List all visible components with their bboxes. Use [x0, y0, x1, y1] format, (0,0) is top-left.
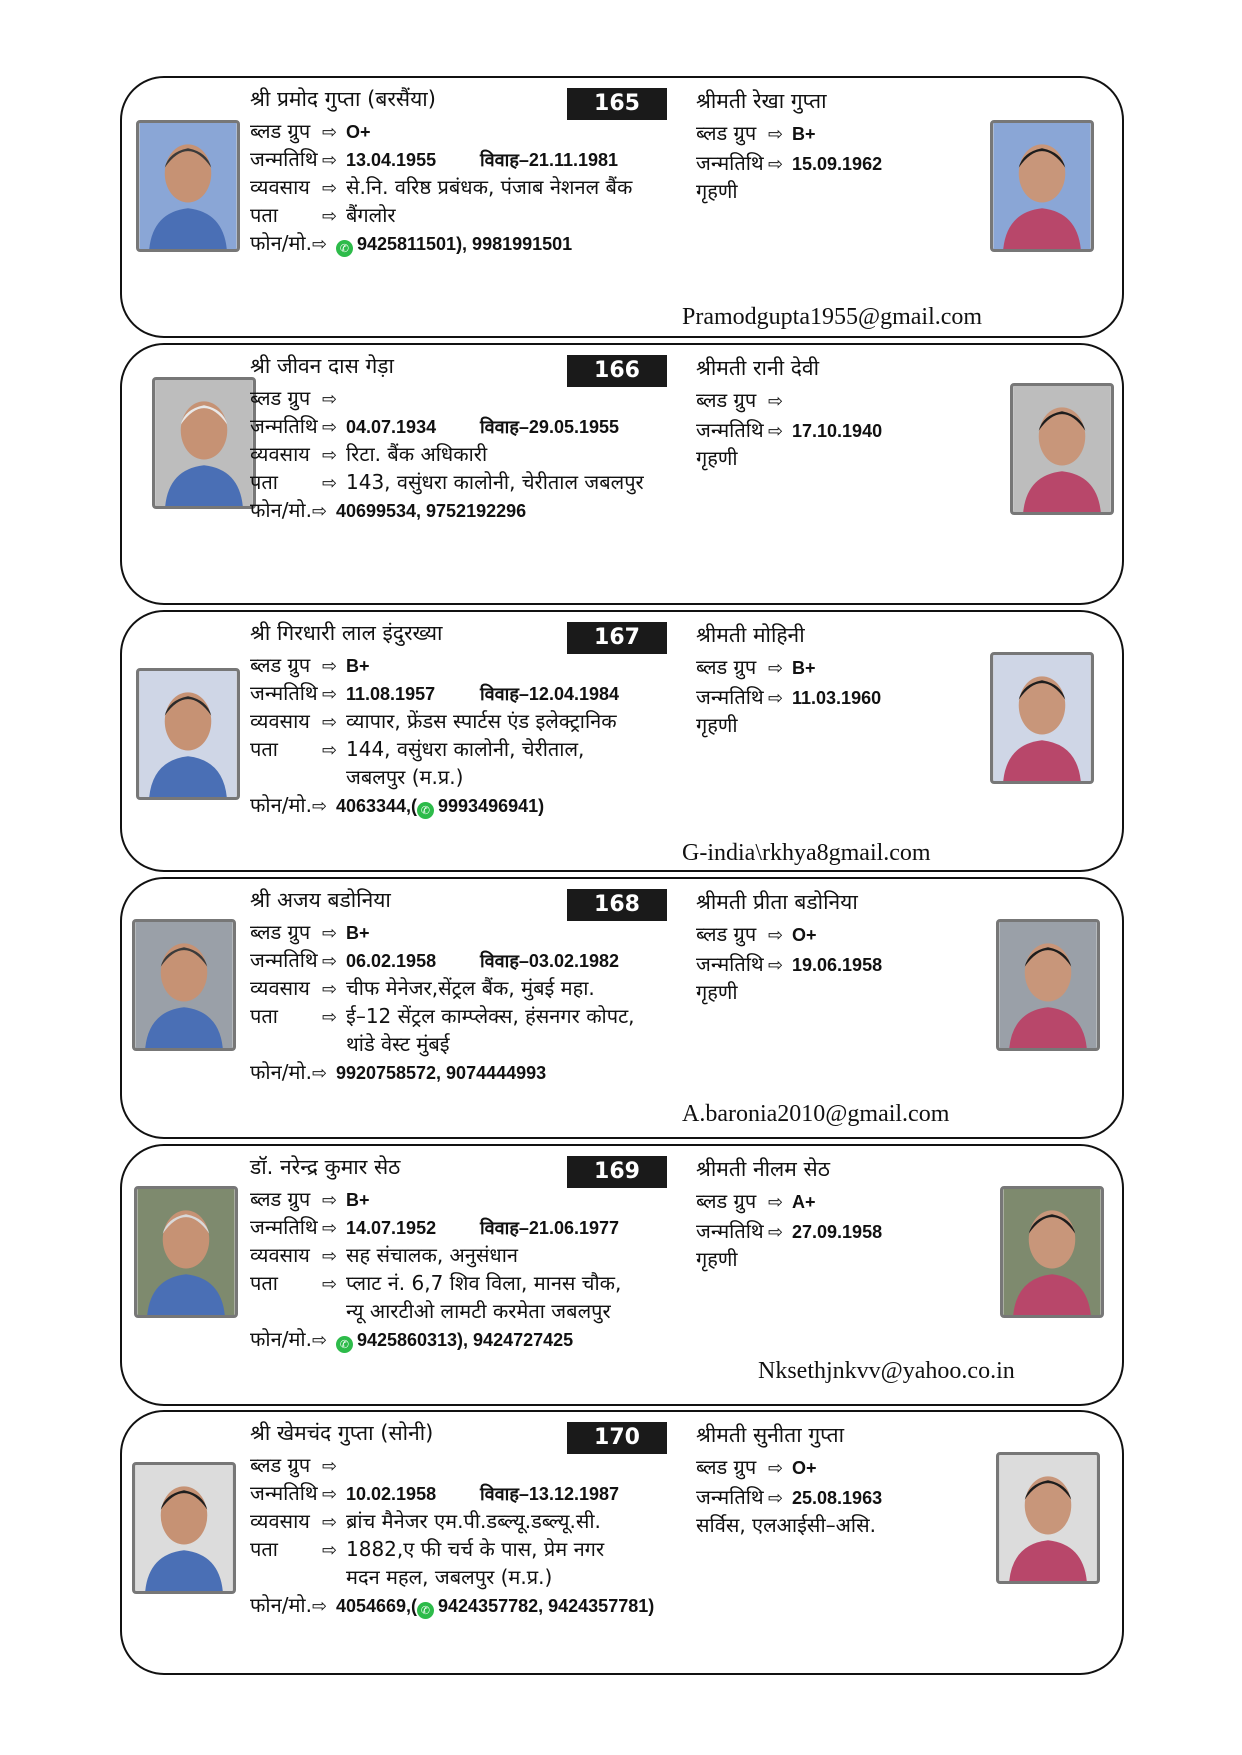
husband-photo — [134, 1186, 238, 1318]
arrow-icon: ⇨ — [322, 122, 338, 143]
member-card — [120, 610, 1124, 872]
husband-photo — [136, 120, 240, 252]
marriage-value: 03.02.1982 — [528, 951, 620, 971]
phone-plain: 9920758572, 9074444993 — [335, 1063, 547, 1083]
whatsapp-icon: ✆ — [417, 802, 434, 819]
arrow-icon: ⇨ — [322, 1007, 338, 1028]
husband-phone-row — [250, 497, 526, 525]
marriage-value: 21.06.1977 — [528, 1218, 620, 1238]
arrow-icon: ⇨ — [322, 1484, 338, 1505]
marriage-date — [480, 415, 619, 439]
member-card — [120, 76, 1124, 338]
member-card — [120, 343, 1124, 605]
husband-name: डॉ. नरेन्द्र कुमार सेठ — [250, 1155, 401, 1179]
wife-name: श्रीमती सुनीता गुप्ता — [696, 1423, 845, 1447]
arrow-icon: ⇨ — [322, 206, 338, 227]
husband-dob-row — [250, 413, 436, 441]
wife-photo — [996, 919, 1100, 1051]
dob-label: जन्मतिथि — [696, 1485, 764, 1509]
husband-dob-row — [250, 146, 436, 174]
husband-photo — [136, 668, 240, 800]
wife-blood-row — [696, 387, 792, 415]
husband-business-row — [250, 1508, 601, 1536]
husband-dob-row — [250, 1480, 436, 1508]
arrow-icon: ⇨ — [322, 1190, 338, 1211]
wife-name: श्रीमती रानी देवी — [696, 356, 820, 380]
arrow-icon: ⇨ — [322, 1274, 338, 1295]
husband-business: चीफ मेनेजर,सेंट्रल बैंक, मुंबई महा. — [346, 976, 595, 1000]
wife-blood: O+ — [792, 925, 817, 945]
wife-occupation: गृहणी — [696, 713, 738, 737]
blood-label: ब्लड ग्रुप — [250, 1187, 311, 1211]
dob-label: जन्मतिथि — [696, 685, 764, 709]
marriage-value: 21.11.1981 — [528, 150, 619, 170]
arrow-icon: ⇨ — [768, 1192, 784, 1213]
wife-dob: 27.09.1958 — [792, 1222, 883, 1242]
address-label: पता — [250, 203, 278, 227]
husband-dob: 10.02.1958 — [346, 1484, 437, 1504]
wife-blood-row — [696, 1454, 817, 1482]
wife-occupation: सर्विस, एलआईसी–असि. — [696, 1513, 876, 1537]
arrow-icon: ⇨ — [322, 1246, 338, 1267]
wife-photo — [1010, 383, 1114, 515]
address-label: पता — [250, 1537, 278, 1561]
wife-blood-row — [696, 1188, 816, 1216]
dob-label: जन्मतिथि — [696, 151, 764, 175]
husband-dob: 06.02.1958 — [346, 951, 437, 971]
address-label: पता — [250, 737, 278, 761]
marriage-label: विवाह– — [480, 1218, 529, 1238]
husband-address-row — [250, 736, 584, 764]
marriage-label: विवाह– — [480, 150, 529, 170]
wife-name: श्रीमती मोहिनी — [696, 623, 805, 647]
blood-label: ब्लड ग्रुप — [696, 388, 757, 412]
phone-label: फोन/मो. — [250, 1593, 312, 1617]
marriage-value: 29.05.1955 — [528, 417, 620, 437]
wife-dob-row — [696, 1484, 882, 1512]
arrow-icon: ⇨ — [322, 740, 338, 761]
husband-address-line1: प्लाट नं. 6,7 शिव विला, मानस चौक, — [346, 1271, 622, 1295]
dob-label: जन्मतिथि — [250, 414, 318, 438]
husband-address-line2: जबलपुर (म.प्र.) — [346, 765, 464, 789]
husband-address-line2: न्यू आरटीओ लामटी करमेता जबलपुर — [346, 1299, 611, 1323]
husband-name: श्री खेमचंद गुप्ता (सोनी) — [250, 1421, 434, 1445]
phone-label: फोन/मो. — [250, 231, 312, 255]
husband-business-row — [250, 708, 617, 736]
husband-address-line1: 1882,ए फी चर्च के पास, प्रेम नगर — [346, 1537, 605, 1561]
husband-business: से.नि. वरिष्ठ प्रबंधक, पंजाब नेशनल बैंक — [346, 175, 633, 199]
husband-address-row — [250, 1003, 635, 1031]
marriage-date — [480, 148, 618, 172]
blood-label: ब्लड ग्रुप — [696, 655, 757, 679]
husband-dob: 14.07.1952 — [346, 1218, 437, 1238]
wife-blood-row — [696, 654, 816, 682]
wife-name: श्रीमती रेखा गुप्ता — [696, 89, 827, 113]
phone-label: फोन/मो. — [250, 793, 312, 817]
husband-business: ब्रांच मैनेजर एम.पी.डब्ल्यू.डब्ल्यू.सी. — [346, 1509, 601, 1533]
arrow-icon: ⇨ — [322, 389, 338, 410]
arrow-icon: ⇨ — [768, 955, 784, 976]
arrow-icon: ⇨ — [322, 1456, 338, 1477]
husband-blood-row — [250, 1452, 346, 1480]
phone-label: फोन/मो. — [250, 1327, 312, 1351]
arrow-icon: ⇨ — [322, 979, 338, 1000]
member-number: 165 — [567, 88, 667, 120]
husband-photo — [152, 377, 256, 509]
husband-name: श्री अजय बडोनिया — [250, 888, 391, 912]
dob-label: जन्मतिथि — [250, 1215, 318, 1239]
blood-label: ब्लड ग्रुप — [250, 653, 311, 677]
marriage-label: विवाह– — [480, 951, 529, 971]
wife-dob-row — [696, 951, 882, 979]
husband-photo — [132, 919, 236, 1051]
marriage-date — [480, 949, 619, 973]
husband-address-line2: मदन महल, जबलपुर (म.प्र.) — [346, 1565, 553, 1589]
phone-whatsapp: 9425811501 — [356, 234, 457, 254]
husband-address-row — [250, 1270, 621, 1298]
husband-blood: O+ — [346, 122, 371, 142]
husband-dob: 04.07.1934 — [346, 417, 437, 437]
husband-address-line2: थांडे वेस्ट मुंबई — [346, 1032, 450, 1056]
wife-dob-row — [696, 150, 882, 178]
arrow-icon: ⇨ — [311, 796, 328, 817]
arrow-icon: ⇨ — [311, 1596, 328, 1617]
phone-plain: 4054669,( — [335, 1596, 418, 1616]
member-number: 170 — [567, 1422, 667, 1454]
arrow-icon: ⇨ — [311, 234, 328, 255]
arrow-icon: ⇨ — [322, 1218, 338, 1239]
husband-address-line1: 144, वसुंधरा कालोनी, चेरीताल, — [346, 737, 585, 761]
arrow-icon: ⇨ — [768, 688, 784, 709]
wife-blood: B+ — [792, 124, 816, 144]
blood-label: ब्लड ग्रुप — [250, 920, 311, 944]
wife-photo — [1000, 1186, 1104, 1318]
husband-address-row — [250, 1536, 604, 1564]
arrow-icon: ⇨ — [322, 923, 338, 944]
marriage-date — [480, 682, 619, 706]
dob-label: जन्मतिथि — [250, 147, 318, 171]
arrow-icon: ⇨ — [768, 124, 784, 145]
wife-blood: B+ — [792, 658, 816, 678]
blood-label: ब्लड ग्रुप — [696, 1455, 757, 1479]
husband-address-line1: ई–12 सेंट्रल काम्प्लेक्स, हंसनगर कोपट, — [346, 1004, 635, 1028]
wife-dob: 19.06.1958 — [792, 955, 883, 975]
husband-business: सह संचालक, अनुसंधान — [346, 1243, 519, 1267]
whatsapp-icon: ✆ — [417, 1602, 434, 1619]
arrow-icon: ⇨ — [322, 150, 338, 171]
wife-dob: 11.03.1960 — [792, 688, 882, 708]
member-number: 168 — [567, 889, 667, 921]
phone-whatsapp: 9425860313 — [356, 1330, 458, 1350]
husband-blood-row — [250, 118, 371, 146]
business-label: व्यवसाय — [250, 442, 310, 466]
blood-label: ब्लड ग्रुप — [250, 1453, 311, 1477]
husband-blood-row — [250, 385, 346, 413]
husband-address-row — [250, 469, 644, 497]
marriage-value: 12.04.1984 — [528, 684, 620, 704]
husband-name: श्री जीवन दास गेड़ा — [250, 354, 394, 378]
husband-business-row — [250, 174, 632, 202]
husband-blood-row — [250, 1186, 370, 1214]
wife-blood: O+ — [792, 1458, 817, 1478]
email-address: G-india\rkhya8gmail.com — [682, 840, 931, 866]
address-label: पता — [250, 1271, 278, 1295]
member-number: 166 — [567, 355, 667, 387]
dob-label: जन्मतिथि — [696, 952, 764, 976]
member-card — [120, 1410, 1124, 1675]
marriage-date — [480, 1216, 619, 1240]
wife-dob-row — [696, 417, 882, 445]
wife-photo — [990, 120, 1094, 252]
wife-photo — [990, 652, 1094, 784]
whatsapp-icon: ✆ — [336, 1336, 353, 1353]
email-address: A.baronia2010@gmail.com — [682, 1101, 950, 1127]
whatsapp-icon: ✆ — [336, 240, 353, 257]
husband-photo — [132, 1462, 236, 1594]
phone-whatsapp: 9424357782, 9424357781) — [438, 1596, 655, 1616]
arrow-icon: ⇨ — [322, 1512, 338, 1533]
husband-phone-row — [250, 792, 544, 820]
husband-blood: B+ — [346, 923, 370, 943]
wife-dob-row — [696, 684, 881, 712]
marriage-date — [480, 1482, 619, 1506]
husband-name: श्री प्रमोद गुप्ता (बरसैंया) — [250, 87, 436, 111]
wife-name: श्रीमती नीलम सेठ — [696, 1157, 830, 1181]
business-label: व्यवसाय — [250, 709, 310, 733]
arrow-icon: ⇨ — [768, 1458, 784, 1479]
email-address: Nksethjnkvv@yahoo.co.in — [758, 1358, 1015, 1384]
marriage-label: विवाह– — [480, 1484, 529, 1504]
husband-dob: 13.04.1955 — [346, 150, 437, 170]
arrow-icon: ⇨ — [768, 154, 784, 175]
address-label: पता — [250, 470, 278, 494]
arrow-icon: ⇨ — [322, 417, 338, 438]
business-label: व्यवसाय — [250, 976, 310, 1000]
husband-blood-row — [250, 652, 370, 680]
husband-address-row — [250, 202, 396, 230]
arrow-icon: ⇨ — [311, 1063, 328, 1084]
arrow-icon: ⇨ — [322, 1540, 338, 1561]
arrow-icon: ⇨ — [311, 501, 328, 522]
husband-name: श्री गिरधारी लाल इंदुरख्या — [250, 621, 443, 645]
wife-blood-row — [696, 921, 817, 949]
arrow-icon: ⇨ — [322, 473, 338, 494]
blood-label: ब्लड ग्रुप — [696, 1189, 757, 1213]
dob-label: जन्मतिथि — [250, 681, 318, 705]
business-label: व्यवसाय — [250, 1243, 310, 1267]
marriage-value: 13.12.1987 — [528, 1484, 620, 1504]
phone-whatsapp: 9993496941) — [438, 796, 545, 816]
blood-label: ब्लड ग्रुप — [696, 121, 757, 145]
phone-rest: ), 9424727425 — [457, 1330, 574, 1350]
husband-phone-row — [250, 1059, 546, 1087]
blood-label: ब्लड ग्रुप — [250, 119, 311, 143]
email-address: Pramodgupta1955@gmail.com — [682, 304, 983, 330]
husband-blood-row — [250, 919, 370, 947]
phone-label: फोन/मो. — [250, 498, 312, 522]
arrow-icon: ⇨ — [322, 712, 338, 733]
marriage-label: विवाह– — [480, 417, 529, 437]
wife-blood: A+ — [792, 1192, 816, 1212]
blood-label: ब्लड ग्रुप — [250, 386, 311, 410]
arrow-icon: ⇨ — [768, 1488, 784, 1509]
dob-label: जन्मतिथि — [696, 1219, 764, 1243]
husband-business-row — [250, 441, 487, 469]
phone-label: फोन/मो. — [250, 1060, 312, 1084]
husband-dob-row — [250, 680, 435, 708]
address-label: पता — [250, 1004, 278, 1028]
marriage-label: विवाह– — [480, 684, 529, 704]
husband-dob-row — [250, 1214, 436, 1242]
husband-blood: B+ — [346, 656, 370, 676]
wife-occupation: गृहणी — [696, 446, 738, 470]
arrow-icon: ⇨ — [322, 951, 338, 972]
arrow-icon: ⇨ — [322, 445, 338, 466]
wife-occupation: गृहणी — [696, 179, 738, 203]
member-number: 167 — [567, 622, 667, 654]
husband-business-row — [250, 975, 595, 1003]
phone-rest: ), 9981991501 — [456, 234, 573, 254]
wife-dob: 25.08.1963 — [792, 1488, 883, 1508]
wife-blood-row — [696, 120, 816, 148]
arrow-icon: ⇨ — [311, 1330, 328, 1351]
husband-blood: B+ — [346, 1190, 370, 1210]
husband-phone-row — [250, 1592, 654, 1620]
wife-photo — [996, 1452, 1100, 1584]
arrow-icon: ⇨ — [322, 178, 338, 199]
wife-dob: 17.10.1940 — [792, 421, 883, 441]
member-number: 169 — [567, 1156, 667, 1188]
phone-plain: 4063344,( — [335, 796, 418, 816]
dob-label: जन्मतिथि — [250, 1481, 318, 1505]
husband-dob: 11.08.1957 — [346, 684, 436, 704]
husband-business: व्यापार, फ्रेंडस स्पार्टस एंड इलेक्ट्रानिक — [346, 709, 617, 733]
business-label: व्यवसाय — [250, 175, 310, 199]
dob-label: जन्मतिथि — [696, 418, 764, 442]
blood-label: ब्लड ग्रुप — [696, 922, 757, 946]
wife-name: श्रीमती प्रीता बडोनिया — [696, 890, 858, 914]
husband-business-row — [250, 1242, 518, 1270]
arrow-icon: ⇨ — [768, 1222, 784, 1243]
wife-dob: 15.09.1962 — [792, 154, 883, 174]
arrow-icon: ⇨ — [322, 684, 338, 705]
dob-label: जन्मतिथि — [250, 948, 318, 972]
arrow-icon: ⇨ — [768, 391, 784, 412]
member-card — [120, 1144, 1124, 1406]
husband-address-line1: 143, वसुंधरा कालोनी, चेरीताल जबलपुर — [346, 470, 644, 494]
member-card — [120, 877, 1124, 1139]
husband-business: रिटा. बैंक अधिकारी — [346, 442, 488, 466]
husband-dob-row — [250, 947, 436, 975]
husband-address-line1: बैंगलोर — [346, 203, 396, 227]
wife-dob-row — [696, 1218, 882, 1246]
arrow-icon: ⇨ — [768, 658, 784, 679]
wife-occupation: गृहणी — [696, 980, 738, 1004]
business-label: व्यवसाय — [250, 1509, 310, 1533]
arrow-icon: ⇨ — [768, 925, 784, 946]
arrow-icon: ⇨ — [768, 421, 784, 442]
arrow-icon: ⇨ — [322, 656, 338, 677]
husband-phone-row — [250, 230, 572, 258]
phone-plain: 40699534, 9752192296 — [335, 501, 527, 521]
wife-occupation: गृहणी — [696, 1247, 738, 1271]
husband-phone-row — [250, 1326, 573, 1354]
